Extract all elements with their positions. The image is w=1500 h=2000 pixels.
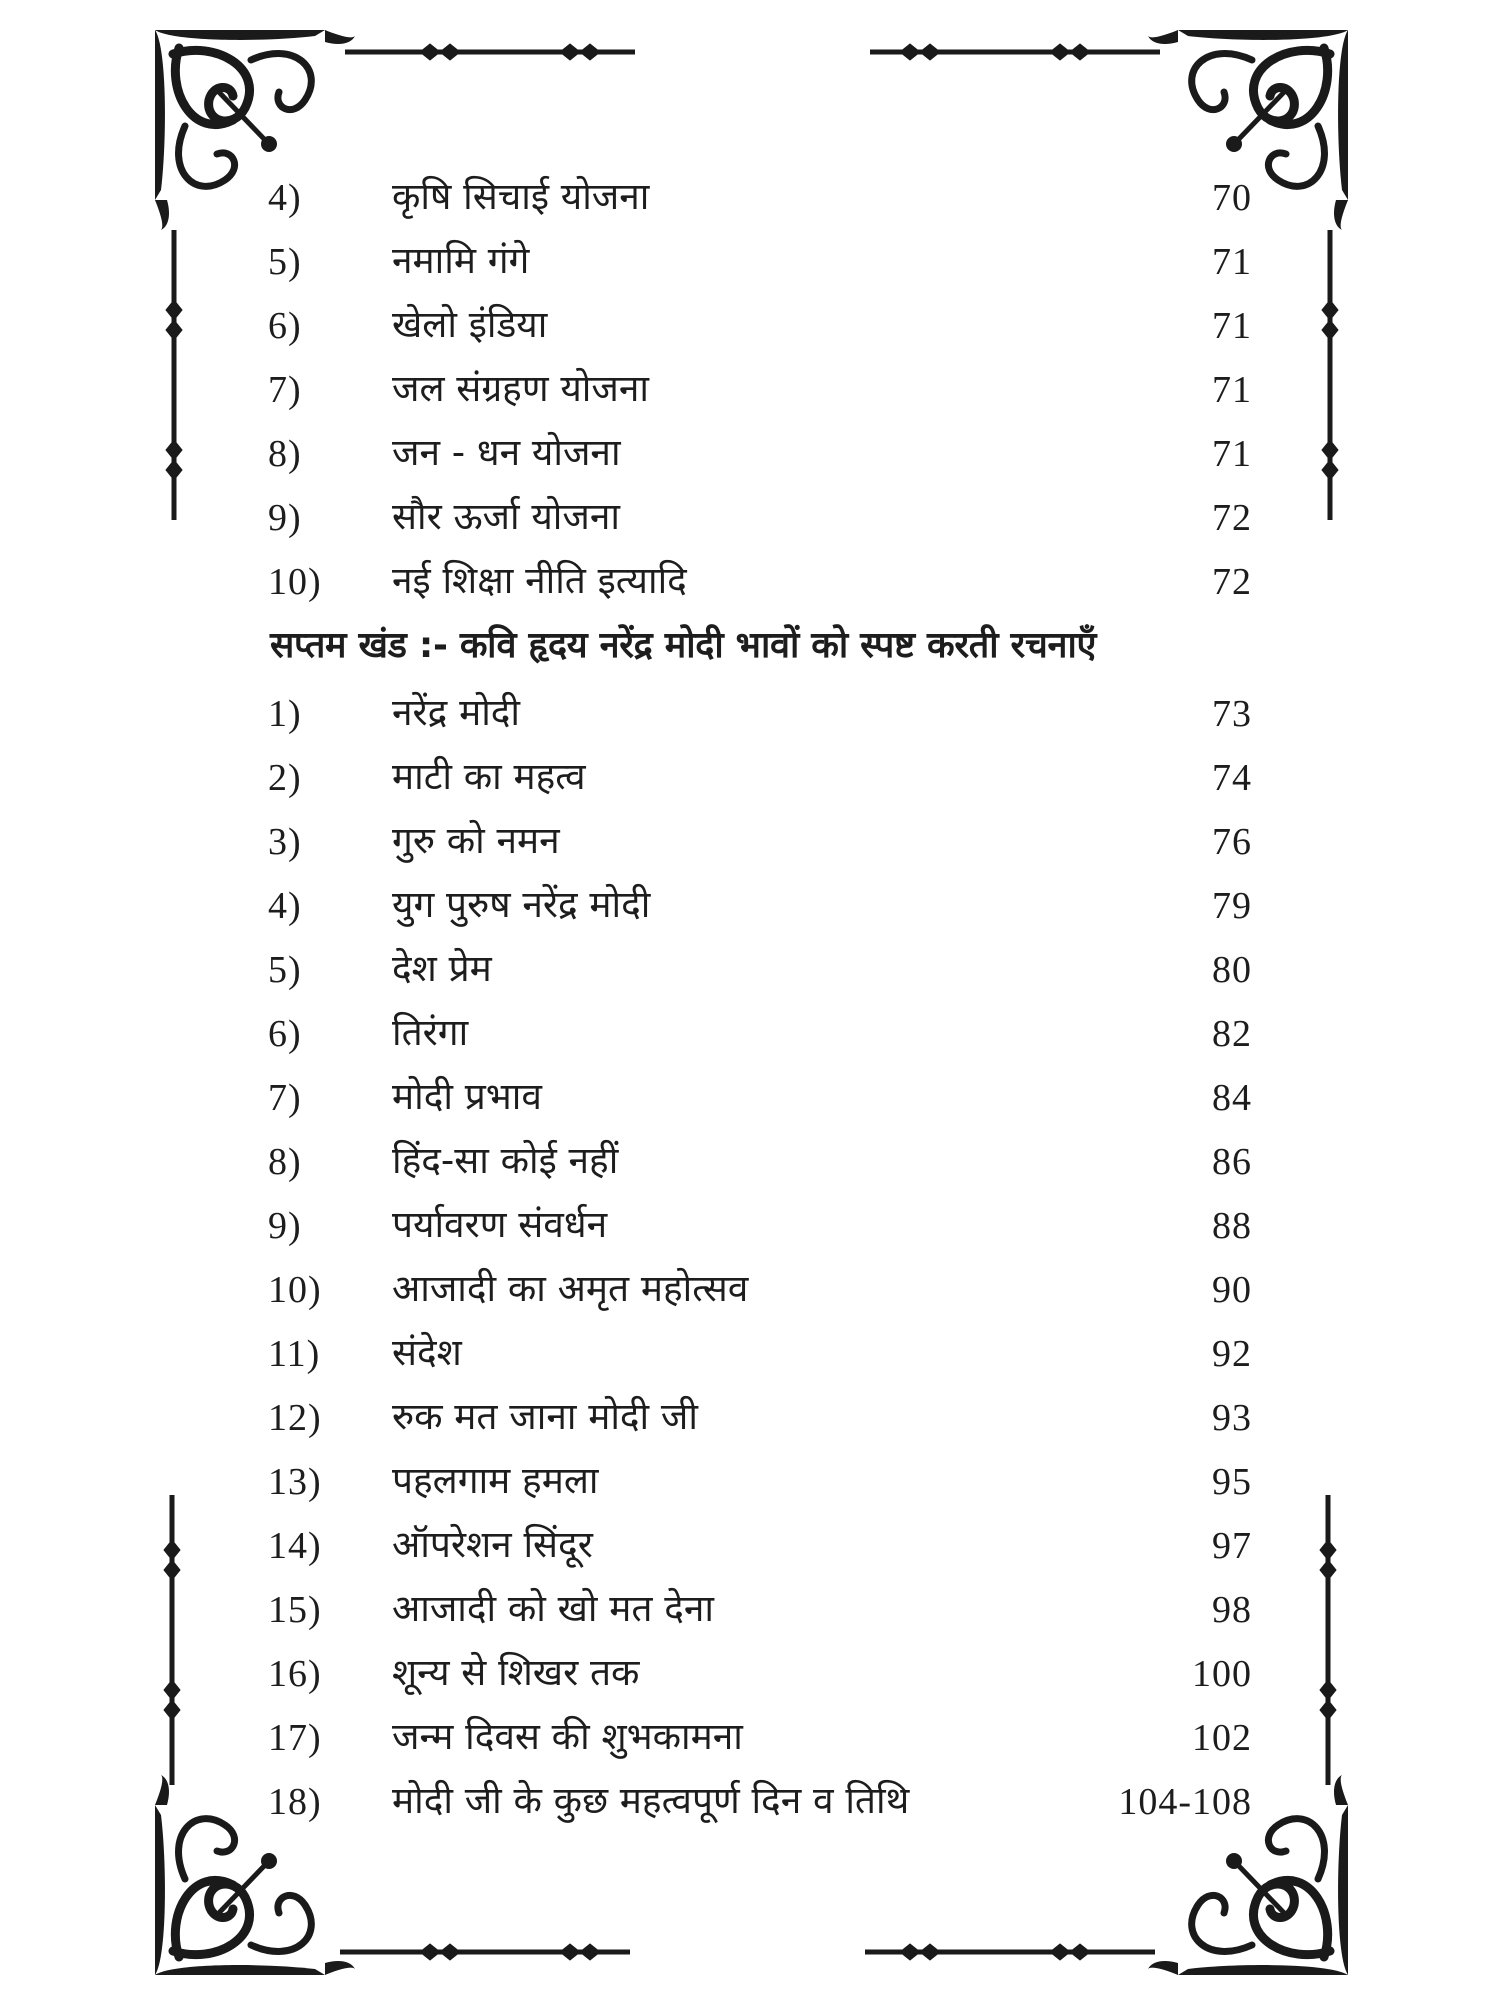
toc-row (0, 874, 1500, 938)
toc-row (0, 1066, 1500, 1130)
toc-row (0, 1514, 1500, 1578)
entry-page: 79 (1212, 885, 1252, 927)
toc-row (0, 1642, 1500, 1706)
entry-title: जन - धन योजना (392, 431, 621, 474)
entry-page: 72 (1212, 561, 1252, 603)
entry-number: 8) (268, 433, 302, 475)
entry-title: संदेश (392, 1331, 462, 1374)
toc-row (0, 1002, 1500, 1066)
entry-number: 13) (268, 1461, 322, 1503)
entry-title: शून्य से शिखर तक (392, 1651, 640, 1694)
toc-row (0, 550, 1500, 614)
toc-row (0, 1706, 1500, 1770)
toc-row (0, 1130, 1500, 1194)
entry-title: देश प्रेम (392, 947, 492, 990)
entry-page: 95 (1212, 1461, 1252, 1503)
entry-title: गुरु को नमन (392, 819, 560, 862)
entry-number: 4) (268, 885, 302, 927)
entry-page: 90 (1212, 1269, 1252, 1311)
entry-title: तिरंगा (392, 1011, 469, 1054)
toc-row (0, 294, 1500, 358)
entry-title: नरेंद्र मोदी (392, 691, 521, 734)
entry-number: 15) (268, 1589, 322, 1631)
toc-row (0, 486, 1500, 550)
entry-page: 98 (1212, 1589, 1252, 1631)
toc-row (0, 938, 1500, 1002)
entry-number: 17) (268, 1717, 322, 1759)
entry-page: 102 (1192, 1717, 1252, 1759)
entry-title: युग पुरुष नरेंद्र मोदी (392, 883, 651, 926)
entry-title: आजादी का अमृत महोत्सव (392, 1267, 749, 1310)
toc-row (0, 1194, 1500, 1258)
entry-page: 72 (1212, 497, 1252, 539)
entry-number: 6) (268, 305, 302, 347)
entry-page: 104-108 (1118, 1781, 1252, 1823)
entry-number: 10) (268, 561, 322, 603)
entry-number: 2) (268, 757, 302, 799)
entry-title: नमामि गंगे (392, 239, 530, 282)
entry-title: मोदी प्रभाव (392, 1075, 542, 1118)
entry-number: 8) (268, 1141, 302, 1183)
entry-number: 9) (268, 497, 302, 539)
entry-title: पर्यावरण संवर्धन (392, 1203, 608, 1246)
entry-title: खेलो इंडिया (392, 303, 548, 346)
entry-number: 14) (268, 1525, 322, 1567)
entry-number: 9) (268, 1205, 302, 1247)
entry-page: 80 (1212, 949, 1252, 991)
entry-page: 84 (1212, 1077, 1252, 1119)
entry-number: 12) (268, 1397, 322, 1439)
entry-number: 18) (268, 1781, 322, 1823)
entry-number: 6) (268, 1013, 302, 1055)
entry-title: जल संग्रहण योजना (392, 367, 649, 410)
entry-number: 7) (268, 369, 302, 411)
toc-row (0, 682, 1500, 746)
entry-page: 97 (1212, 1525, 1252, 1567)
entry-page: 82 (1212, 1013, 1252, 1055)
entry-title: माटी का महत्व (392, 755, 586, 798)
entry-title: नई शिक्षा नीति इत्यादि (392, 559, 687, 602)
toc-row (0, 230, 1500, 294)
entry-page: 71 (1212, 305, 1252, 347)
entry-page: 71 (1212, 433, 1252, 475)
entry-title: जन्म दिवस की शुभकामना (392, 1715, 743, 1758)
entry-page: 86 (1212, 1141, 1252, 1183)
toc-row (0, 1386, 1500, 1450)
toc-row (0, 810, 1500, 874)
entry-page: 76 (1212, 821, 1252, 863)
entry-page: 92 (1212, 1333, 1252, 1375)
entry-number: 3) (268, 821, 302, 863)
entry-title: सौर ऊर्जा योजना (392, 495, 620, 538)
toc-row (0, 1770, 1500, 1834)
toc-row (0, 1258, 1500, 1322)
entry-page: 93 (1212, 1397, 1252, 1439)
toc-row (0, 358, 1500, 422)
toc-row (0, 746, 1500, 810)
entry-number: 1) (268, 693, 302, 735)
entry-page: 70 (1212, 177, 1252, 219)
entry-title: पहलगाम हमला (392, 1459, 599, 1502)
entry-page: 71 (1212, 241, 1252, 283)
entry-page: 100 (1192, 1653, 1252, 1695)
toc-row (0, 1450, 1500, 1514)
toc-row (0, 166, 1500, 230)
section-heading: सप्तम खंड :- कवि हृदय नरेंद्र मोदी भावों को स्पष्ट करती रचनाएँ (270, 625, 1097, 666)
toc-row (0, 1578, 1500, 1642)
entry-title: आजादी को खो मत देना (392, 1587, 714, 1630)
entry-number: 5) (268, 241, 302, 283)
entry-page: 73 (1212, 693, 1252, 735)
entry-page: 74 (1212, 757, 1252, 799)
entry-number: 10) (268, 1269, 322, 1311)
toc-row (0, 422, 1500, 486)
toc-row (0, 1322, 1500, 1386)
entry-title: कृषि सिचाई योजना (392, 175, 650, 218)
entry-title: मोदी जी के कुछ महत्वपूर्ण दिन व तिथि (392, 1779, 910, 1822)
entry-page: 71 (1212, 369, 1252, 411)
entry-number: 4) (268, 177, 302, 219)
entry-title: ऑपरेशन सिंदूर (392, 1523, 593, 1566)
entry-number: 7) (268, 1077, 302, 1119)
entry-number: 16) (268, 1653, 322, 1695)
entry-number: 11) (268, 1333, 321, 1375)
entry-title: रुक मत जाना मोदी जी (392, 1395, 698, 1438)
entry-number: 5) (268, 949, 302, 991)
entry-title: हिंद-सा कोई नहीं (392, 1139, 619, 1182)
entry-page: 88 (1212, 1205, 1252, 1247)
